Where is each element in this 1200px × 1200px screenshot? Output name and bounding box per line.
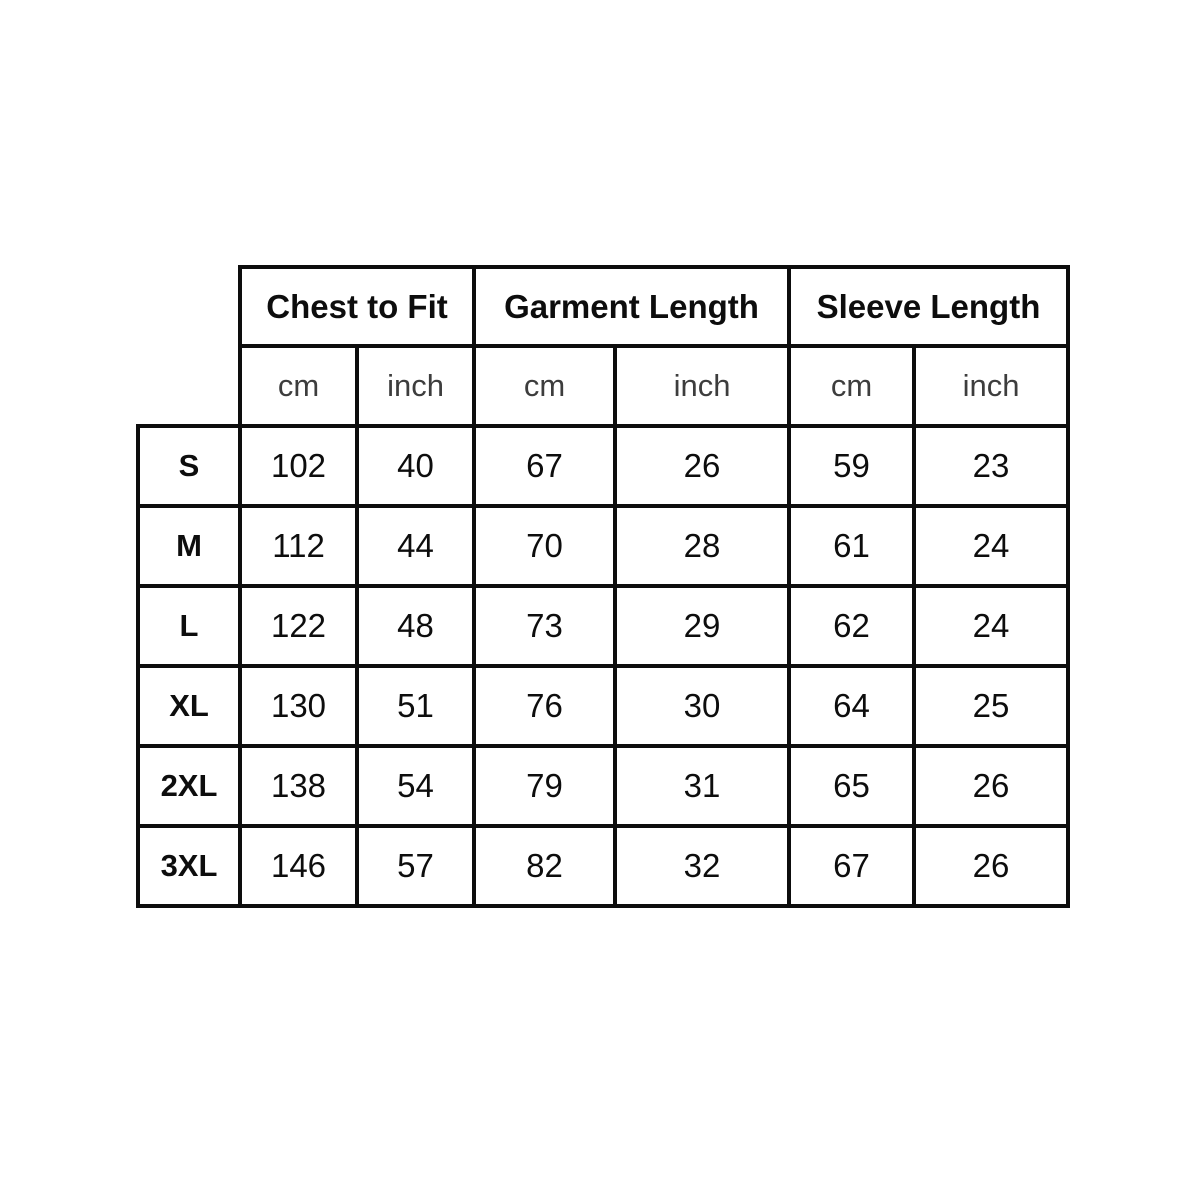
cell-2xl-garment-inch: 31 [615, 746, 789, 826]
column-group-garment-length: Garment Length [474, 267, 789, 346]
cell-s-garment-inch: 26 [615, 426, 789, 506]
cell-m-chest-inch: 44 [357, 506, 474, 586]
cell-3xl-sleeve-cm: 67 [789, 826, 914, 906]
unit-header-sleeve-inch: inch [914, 346, 1068, 426]
column-group-chest-to-fit: Chest to Fit [240, 267, 474, 346]
cell-3xl-garment-inch: 32 [615, 826, 789, 906]
cell-3xl-garment-cm: 82 [474, 826, 615, 906]
cell-2xl-chest-inch: 54 [357, 746, 474, 826]
cell-m-sleeve-inch: 24 [914, 506, 1068, 586]
cell-l-sleeve-inch: 24 [914, 586, 1068, 666]
cell-3xl-chest-cm: 146 [240, 826, 357, 906]
size-label-xl: XL [138, 666, 240, 746]
cell-xl-sleeve-cm: 64 [789, 666, 914, 746]
cell-m-chest-cm: 112 [240, 506, 357, 586]
cell-s-chest-cm: 102 [240, 426, 357, 506]
unit-header-chest-cm: cm [240, 346, 357, 426]
cell-l-garment-cm: 73 [474, 586, 615, 666]
cell-m-sleeve-cm: 61 [789, 506, 914, 586]
cell-s-chest-inch: 40 [357, 426, 474, 506]
cell-xl-sleeve-inch: 25 [914, 666, 1068, 746]
cell-s-garment-cm: 67 [474, 426, 615, 506]
cell-2xl-sleeve-cm: 65 [789, 746, 914, 826]
cell-m-garment-inch: 28 [615, 506, 789, 586]
unit-header-garment-inch: inch [615, 346, 789, 426]
size-chart-table [136, 265, 1070, 908]
size-label-2xl: 2XL [138, 746, 240, 826]
cell-l-garment-inch: 29 [615, 586, 789, 666]
cell-m-garment-cm: 70 [474, 506, 615, 586]
cell-xl-chest-cm: 130 [240, 666, 357, 746]
unit-header-sleeve-cm: cm [789, 346, 914, 426]
cell-s-sleeve-inch: 23 [914, 426, 1068, 506]
cell-3xl-chest-inch: 57 [357, 826, 474, 906]
size-label-3xl: 3XL [138, 826, 240, 906]
table-row-l [138, 586, 1068, 666]
table-row-m [138, 506, 1068, 586]
column-group-sleeve-length: Sleeve Length [789, 267, 1068, 346]
cell-l-chest-inch: 48 [357, 586, 474, 666]
empty-corner [138, 267, 240, 426]
table-row-2xl [138, 746, 1068, 826]
unit-header-row [138, 346, 1068, 426]
cell-2xl-sleeve-inch: 26 [914, 746, 1068, 826]
column-group-row [138, 267, 1068, 346]
table-row-xl [138, 666, 1068, 746]
cell-s-sleeve-cm: 59 [789, 426, 914, 506]
size-label-m: M [138, 506, 240, 586]
table-row-s [138, 426, 1068, 506]
size-label-l: L [138, 586, 240, 666]
cell-l-chest-cm: 122 [240, 586, 357, 666]
cell-xl-chest-inch: 51 [357, 666, 474, 746]
unit-header-chest-inch: inch [357, 346, 474, 426]
cell-2xl-garment-cm: 79 [474, 746, 615, 826]
cell-2xl-chest-cm: 138 [240, 746, 357, 826]
size-label-s: S [138, 426, 240, 506]
cell-xl-garment-cm: 76 [474, 666, 615, 746]
unit-header-garment-cm: cm [474, 346, 615, 426]
cell-xl-garment-inch: 30 [615, 666, 789, 746]
table-row-3xl [138, 826, 1068, 906]
cell-l-sleeve-cm: 62 [789, 586, 914, 666]
cell-3xl-sleeve-inch: 26 [914, 826, 1068, 906]
